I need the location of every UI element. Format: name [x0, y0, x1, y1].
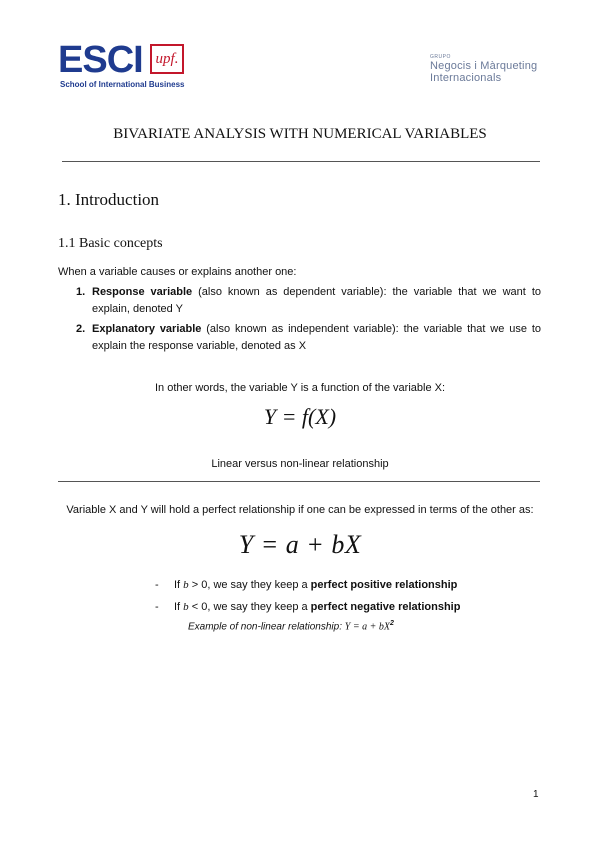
bullet-condition: < 0, we say they keep a — [188, 601, 311, 613]
document-title: BIVARIATE ANALYSIS WITH NUMERICAL VARIABLES — [113, 126, 487, 142]
list-item-term: Explanatory variable — [92, 323, 202, 335]
section-divider — [58, 481, 540, 482]
esci-logo — [58, 40, 188, 92]
bullet-dash: - — [155, 579, 159, 591]
list-item — [76, 284, 541, 318]
function-sentence: In other words, the variable Y is a function of the variable X: — [154, 382, 446, 394]
section-heading: 1. Introduction — [58, 190, 160, 209]
nonlinear-label: Example of non-linear relationship: — [188, 621, 345, 633]
bullet-prefix: If — [174, 601, 184, 613]
bullet-variable: b — [183, 579, 189, 591]
list-item-text: (also known as dependent variable): the variable that we want to explain, denoted Y — [92, 286, 541, 315]
bullet-condition: > 0, we say they keep a — [188, 579, 311, 591]
relationship-bullets — [155, 577, 460, 621]
esci-logo-text: ESCI — [58, 39, 143, 81]
bullet-variable: b — [183, 601, 189, 613]
list-item-number: 2. — [76, 323, 86, 335]
bullet-item — [155, 599, 460, 616]
grupo-logo — [430, 54, 550, 84]
page-number: 1 — [533, 789, 539, 800]
formula-function: Y = f(X) — [263, 404, 337, 429]
list-item-text: (also known as independent variable): the variable that we use to explain the response variable, denoted as X — [92, 323, 541, 352]
grupo-logo-line1: Negocis i Màrqueting — [430, 60, 538, 72]
grupo-logo-line2: Internacionals — [430, 72, 502, 84]
list-item-number: 1. — [76, 286, 86, 298]
upf-badge: upf. — [150, 44, 184, 74]
bullet-item — [155, 577, 460, 594]
list-item — [76, 321, 541, 355]
formula-linear: Y = a + bX — [238, 530, 362, 559]
bullet-dash: - — [155, 601, 159, 613]
esci-logo-subtitle: School of International Business — [60, 80, 185, 89]
nonlinear-exponent: 2 — [389, 620, 394, 627]
nonlinear-formula: Y = a + bX — [344, 621, 390, 633]
grupo-logo-small: GRUPO — [430, 54, 451, 60]
nonlinear-example — [188, 620, 394, 632]
subsection-heading: 1.1 Basic concepts — [58, 236, 163, 251]
bullet-prefix: If — [174, 579, 184, 591]
perfect-relationship-sentence: Variable X and Y will hold a perfect relationship if one can be expressed in terms of the other as: — [66, 504, 534, 516]
list-item-term: Response variable — [92, 286, 193, 298]
bullet-bold: perfect negative relationship — [310, 601, 461, 613]
title-divider — [62, 161, 540, 162]
definition-list — [76, 284, 541, 358]
intro-sentence: When a variable causes or explains another one: — [58, 266, 297, 278]
linear-heading: Linear versus non-linear relationship — [211, 458, 389, 470]
bullet-bold: perfect positive relationship — [310, 579, 458, 591]
